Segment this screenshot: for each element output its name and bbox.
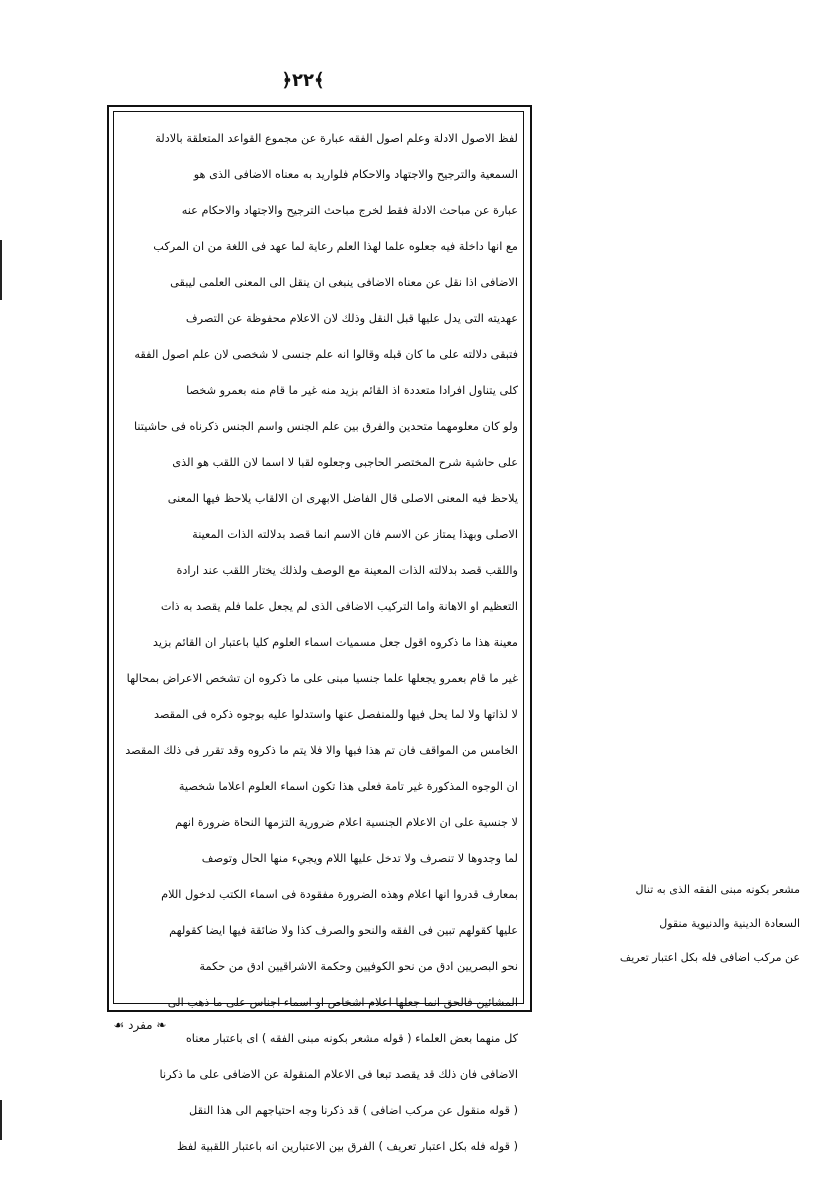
text-line: فتبقى دلالته على ما كان قبله وقالوا انه علم جنسى لا شخصى لان علم اصول الفقه xyxy=(134,348,518,361)
text-line: كل منهما بعض العلماء ( قوله مشعر بكونه مبنى الفقه ) اى باعتبار معناه xyxy=(185,1032,518,1045)
text-line: واللقب قصد بدلالته الذات المعينة مع الوصف ولذلك يختار اللقب عند ارادة xyxy=(176,564,518,577)
margin-note-line: عن مركب اضافى فله بكل اعتبار تعريف xyxy=(619,951,800,964)
text-line: الخامس من المواقف فان تم هذا فبها والا فلا يتم ما ذكروه وقد تقرر فى ذلك المقصد xyxy=(125,744,518,757)
text-line: لا جنسية على ان الاعلام الجنسية اعلام ضرورية التزمها النحاة ضرورة انهم xyxy=(175,816,518,829)
text-line: السمعية والترجيح والاجتهاد والاحكام فلواريد به معناه الاضافى الذى هو xyxy=(193,168,518,181)
text-line: الاضافى اذا نقل عن معناه الاضافى ينبغى ان ينقل الى المعنى العلمى ليبقى xyxy=(170,276,518,289)
text-line: يلاحظ فيه المعنى الاصلى قال الفاضل الابهرى ان الالقاب يلاحظ فيها المعنى xyxy=(167,492,518,505)
catchword xyxy=(90,1018,190,1032)
text-line: عهديته التى يدل عليها قبل النقل وذلك لان الاعلام محفوظة عن التصرف xyxy=(185,312,518,325)
text-line: عليها كقولهم تبين فى الفقه والنحو والصرف كذا ولا ضائقة فيها ايضا كقولهم xyxy=(169,924,518,937)
text-line: لفظ الاصول الادلة وعلم اصول الفقه عبارة عن مجموع القواعد المتعلقة بالادلة xyxy=(155,132,518,145)
catchword-ornament-left: ❧ xyxy=(152,1018,167,1032)
text-line: ( قوله منقول عن مركب اضافى ) قد ذكرنا وجه احتياجهم الى هذا النقل xyxy=(189,1104,518,1117)
catchword-ornament-right: ☙ xyxy=(113,1018,129,1032)
text-line: مع انها داخلة فيه جعلوه علما لهذا العلم رعاية لما عهد فى اللغة من ان المركب xyxy=(153,240,518,253)
margin-note-line: مشعر بكونه مبنى الفقه الذى به تنال xyxy=(635,883,800,896)
margin-note-line: السعادة الدينية والدنيوية منقول xyxy=(659,917,800,930)
margin-note xyxy=(535,873,800,975)
text-line: المشائين فالحق انما جعلها اعلام اشخاص او اسماء اجناس على ما ذهب الى xyxy=(167,996,518,1009)
text-line: غير ما قام بعمرو يجعلها علما جنسيا مبنى على ما ذكروه ان تشخص الاعراض بمحالها xyxy=(126,672,518,685)
page-number: ﴿٢٢﴾ xyxy=(281,70,325,91)
text-line: على حاشية شرح المختصر الحاجبى وجعلوه لقبا لا اسما لان اللقب هو الذى xyxy=(172,456,518,469)
text-line: عبارة عن مباحث الادلة فقط لخرج مباحث الترجيح والاجتهاد والاحكام عنه xyxy=(181,204,518,217)
text-line: الاضافى فان ذلك قد يقصد تبعا فى الاعلام المنقولة عن الاضافى على ما ذكرنا xyxy=(159,1068,518,1081)
text-line: الاصلى وبهذا يمتاز عن الاسم فان الاسم انما قصد بدلالته الذات المعينة xyxy=(192,528,518,541)
text-line: ان الوجوه المذكورة غير تامة فعلى هذا تكون اسماء العلوم اعلاما شخصية xyxy=(178,780,518,793)
text-line: كلى يتناول افرادا متعددة اذ القائم بزيد منه غير ما قام منه بعمرو شخصا xyxy=(186,384,518,397)
scan-edge-mark xyxy=(0,1100,2,1140)
text-line: ولو كان معلومهما متحدين والفرق بين علم الجنس واسم الجنس ذكرناه فى حاشيتنا xyxy=(133,420,518,433)
text-line: نحو البصريين ادق من نحو الكوفيين وحكمة الاشراقيين ادق من حكمة xyxy=(199,960,518,973)
catchword-text: مفرد xyxy=(128,1018,153,1032)
text-line: لما وجدوها لا تنصرف ولا تدخل عليها اللام ويجيء منها الحال وتوصف xyxy=(201,852,518,865)
scan-edge-mark xyxy=(0,240,2,300)
main-text-block xyxy=(118,121,518,1165)
text-line: لا لذاتها ولا لما يحل فيها وللمنفصل عنها واستدلوا عليه بوجوه ذكره فى المقصد xyxy=(153,708,518,721)
text-line: التعظيم او الاهانة واما التركيب الاضافى الذى لم يجعل علما فلم يقصد به ذات xyxy=(160,600,518,613)
text-line: ( قوله فله بكل اعتبار تعريف ) الفرق بين الاعتبارين انه باعتبار اللقبية لفظ xyxy=(176,1140,518,1153)
text-line: بمعارف قدروا انها اعلام وهذه الضرورة مفقودة فى اسماء الكتب لدخول اللام xyxy=(161,888,518,901)
text-line: معينة هذا ما ذكروه اقول جعل مسميات اسماء العلوم كليا باعتبار ان القائم بزيد xyxy=(152,636,518,649)
